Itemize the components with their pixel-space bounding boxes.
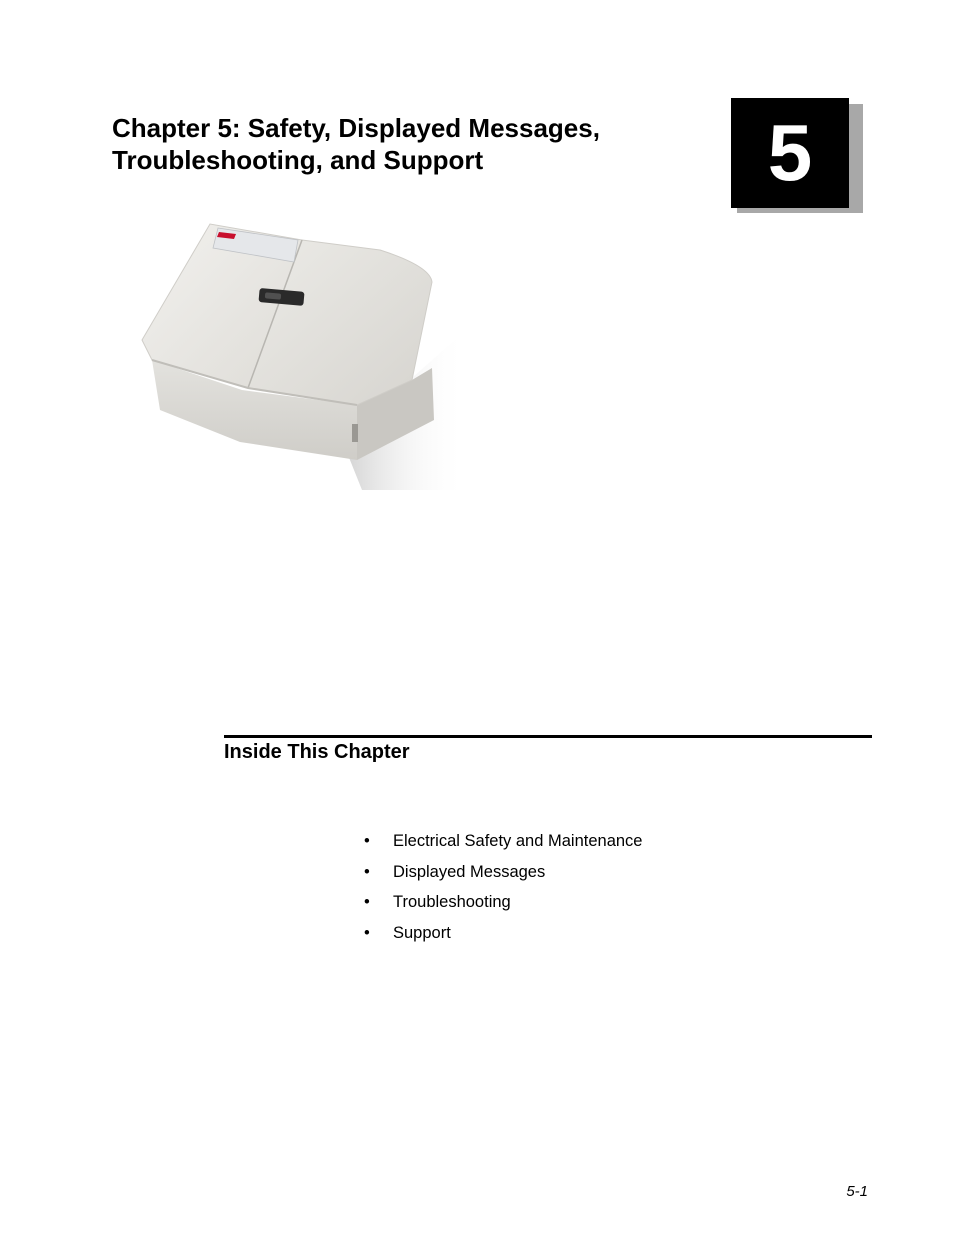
list-item-text: Support — [393, 923, 451, 942]
inside-chapter-heading: Inside This Chapter — [224, 741, 410, 763]
inside-chapter-rule — [224, 735, 872, 738]
bullet-icon: • — [364, 923, 370, 942]
list-item-text: Displayed Messages — [393, 862, 546, 881]
bullet-icon: • — [364, 893, 370, 911]
bullet-icon: • — [364, 832, 370, 850]
chapter-number-box: 5 — [731, 98, 849, 208]
chapter-title-line-2: Troubleshooting, and Support — [112, 145, 484, 175]
page-number: 5-1 — [846, 1183, 868, 1200]
list-item-text: Troubleshooting — [393, 893, 511, 911]
chapter-title-line-1: Chapter 5: Safety, Displayed Messages, — [112, 113, 600, 143]
chapter-title — [112, 112, 702, 176]
product-photo — [112, 210, 466, 490]
bullet-icon: • — [364, 862, 370, 881]
list-item-text: Electrical Safety and Maintenance — [393, 832, 643, 850]
